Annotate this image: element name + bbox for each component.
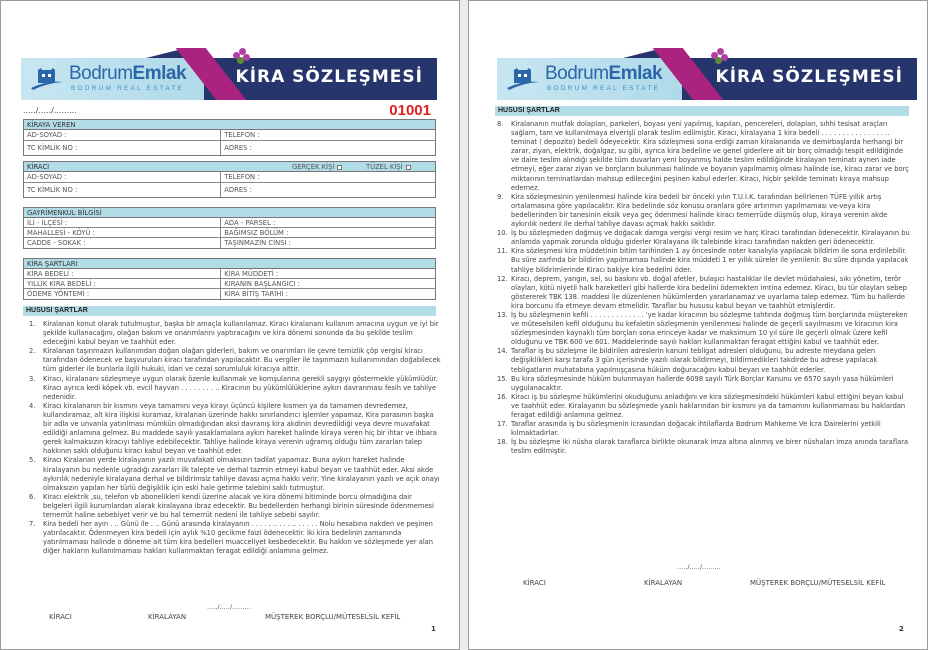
- page-number: 2: [899, 625, 904, 633]
- section-header: KİRAYA VEREN: [24, 120, 435, 130]
- header-banner: [497, 58, 917, 100]
- independent-section-field[interactable]: BAĞIMSIZ BÖLÜM :: [224, 229, 289, 237]
- signature-tenant: KİRACI: [523, 579, 546, 587]
- term-number: 4.: [29, 401, 36, 410]
- header-banner: [21, 58, 437, 100]
- term-text: İş bu sözleşmeden doğmuş ve doğacak damga vergisi vergi resim ve harç Kiracı tarafından ödenecektir. Kiralayanın bu anlamda yapmak zorunda olduğu giderler Kiralayana ilk talebinde kiracı tarafından nakden geri ödenecektir.: [511, 229, 910, 247]
- term-number: 16.: [497, 392, 508, 401]
- form-row: [24, 238, 435, 248]
- term-number: 14.: [497, 347, 508, 356]
- term-number: 13.: [497, 310, 508, 319]
- term-item: [497, 247, 911, 274]
- term-number: 9.: [497, 192, 504, 201]
- yearly-rent-field[interactable]: YILLIK KİRA BEDELİ :: [24, 279, 221, 288]
- section-header: KİRA ŞARTLARI: [24, 259, 435, 269]
- term-item: [29, 347, 441, 374]
- form-row: [24, 218, 435, 228]
- term-number: 12.: [497, 274, 508, 283]
- page-number: 1: [431, 625, 436, 633]
- term-text: Kira sözleşmesinin yenilenmesi halinde kira bedeli bir önceki yılın T.U.İ.K. tarafından belirlenen TÜFE yıllık artış ortalamasına göre yapılacaktır. Kira bedelinde söz konusu oranlara göre artırımın yapılmaması ve-veya kira bedellerinden bir tanesinin eksik veya geç ödenmesi halinde kiracı temerrüde düşmüş olup, kiraya verenin akde aykırılık nedeni ile derhal tahliye davası açmak hakkı saklıdır.: [511, 192, 888, 229]
- form-row: [24, 269, 435, 279]
- term-text: Kira bedeli her ayın . .. Günü ile . .. Günü arasında kiralayanın . . . . . .. . . . .. . . . . . Nolu hesabına nakden ve peşinen yatırılacaktır. Ödenmeyen kira bedeli için aylık %10 gecikme faizi ödenecektir. İki kira bedelinin zamanında yatırılmaması halinde o döneme ait tüm kira bedelleri muacceliyet kesbedecektir. Bu hakkın ve sözleşmede yer alan diğer hakların kullanılmaması hakları kullanmaktan feragat edildiği anlamına gelmez.: [43, 520, 434, 556]
- rent-terms-section: [23, 258, 436, 300]
- term-item: [497, 120, 911, 193]
- bougainvillea-flower-icon: [233, 48, 251, 64]
- rent-start-field[interactable]: KİRANIN BAŞLANGICI :: [224, 280, 300, 288]
- tenant-section: [23, 161, 436, 198]
- term-number: 5.: [29, 456, 36, 465]
- signature-tenant: KİRACI: [49, 613, 72, 621]
- landlord-section: [23, 119, 436, 156]
- term-text: Kiracı, deprem, yangın, sel, su baskını vb. doğal afetler, bulaşıcı hastalıklar ile devlet müdahalesi, sıkı yönetim, terör olayları, kötü niyetli halk hareketleri gibi hallerde kira bedelini ödemekten imtina edemez. Kiracı, bu tür olayları sebep göstererek TBK 138. maddesi ile düzenlenen hükümlerden yararlanamaz ve uyarlama talep edemez. Tüm bu hallerde kira borcunu ifa etmeye devam etmelidir. Taraflar bu hususu kabul beyan ve taahhüt etmişlerdir.: [511, 274, 907, 310]
- document-number: 01001: [389, 102, 431, 119]
- contract-date: ...../...../.........: [23, 106, 77, 115]
- term-number: 15.: [497, 374, 508, 383]
- contract-page-1: [0, 0, 460, 650]
- term-number: 6.: [29, 492, 36, 501]
- signature-guarantor: MÜŞTEREK BORÇLU/MÜTESELSİL KEFİL: [750, 579, 886, 587]
- form-row: [24, 183, 435, 197]
- block-parcel-field[interactable]: ADA - PARSEL :: [224, 219, 276, 227]
- landlord-name-field[interactable]: AD-SOYAD :: [24, 130, 221, 140]
- form-row: [24, 172, 435, 183]
- document-title: KİRA SÖZLEŞMESİ: [715, 67, 903, 87]
- tenant-id-field[interactable]: TC KİMLİK NO :: [24, 183, 221, 197]
- term-number: 8.: [497, 120, 504, 128]
- tenant-name-field[interactable]: AD-SOYAD :: [24, 172, 221, 182]
- section-header-label: KİRACI: [27, 163, 50, 171]
- payment-method-field[interactable]: ÖDEME YÖNTEMİ :: [24, 289, 221, 299]
- section-header: [24, 162, 435, 172]
- section-header: GAYRİMENKUL BİLGİSİ: [24, 208, 435, 218]
- rent-duration-field[interactable]: KİRA MÜDDETİ :: [224, 270, 279, 278]
- form-row: [24, 130, 435, 141]
- term-text: Kiralanan taşınmazın kullanımdan doğan olağan giderleri, bakım ve onarımları ile çevre temizlik çöp vergisi kiracı tarafından ödenecek ve başvuruları kiracı tarafından yapılacaktır. Bu vergiler ile taşınmazın kullanımından doğabilecek tüm giderler ile bunlarla ilgili hukuki, idari ve cezai sorumluluk kiracıya aittir.: [43, 347, 441, 374]
- form-row: [24, 279, 435, 289]
- term-item: [497, 275, 911, 311]
- term-number: 3.: [29, 374, 36, 383]
- rent-amount-field[interactable]: KİRA BEDELİ :: [24, 269, 221, 278]
- property-type-field[interactable]: TAŞINMAZIN CİNSİ :: [224, 239, 291, 247]
- neighborhood-field[interactable]: MAHALLESİ - KÖYÜ :: [24, 228, 221, 237]
- term-number: 7.: [29, 520, 36, 529]
- legal-entity-checkbox[interactable]: TÜZEL KİŞİ: [366, 162, 411, 172]
- term-item: [497, 229, 911, 247]
- term-text: Kiracı elektrik ,su, telefon vb abonelikleri kendi üzerine alacak ve kira dönemi bitiminde borcu olmadığına dair belgeleri ilgili kurumlardan alarak kiralayana ibraz edecektir. Bu bedellerden herhangi birinin süresinde ödenmemesi temerrüt haline sebebiyet verir ve bu hal temerrüt nedeni ile tahliye sebebi sayılır.: [43, 492, 434, 519]
- landlord-address-field[interactable]: ADRES :: [224, 144, 252, 152]
- term-item: [29, 320, 441, 347]
- term-text: Kiracı iş bu sözleşme hükümlerini okuduğunu anladığını ve kira sözleşmesindeki hükümleri kabul ettiğini beyan kabul ve taahhüt eder. Kiralayanın bu sözleşmede yazılı haklarından bir kısmını ya da tamamını kullanmaması bu haklardan feragat edildiği anlamına gelmez.: [511, 392, 906, 419]
- term-item: [497, 311, 911, 347]
- rent-end-field[interactable]: KİRA BİTİŞ TARİHİ :: [224, 290, 288, 298]
- term-text: Kiracı kiralananın bir kısmını veya tamamını veya kirayı üçüncü kişilere kısmen ya da tamamen devredemez, kullandıramaz, alt kira ilişkisi kuramaz, kiralanan üzerinde hakkı sınırlandırıcı işlemler yapamaz. Kira parasının başka bir adla ve unvanla yatırılması mümkün olmadığından aksi davranış kira akdinin devredildiği veya devre muvafakat edildiği anlamına gelmez. Bu maddede sayılı yasaklamalara aykırı hareket halinde kiraya veren hiç bir ihtar ve ihbara gerek kalmaksızın kiracıyı tahliye edebilecektir. Tahliye halinde kiraya verenin uğramış olduğu tüm zararları talep hakkının saklı olduğunu kiracı kabul beyan ve taahhüt eder.: [43, 401, 437, 456]
- term-number: 1.: [29, 320, 36, 328]
- term-text: Kira sözleşmesi kira müddetinin bitim tarihinden 1 ay öncesinde noter kanalıyla yapılacak bildirim ile sona erdirilebilir. Bu süre zarfında bir bildirim yapılmaması halinde kira müddeti 1 er yıllık süreler ile yenilenir. Bu süre dışında yapılacak tahliye bildirimlerinde Kiracı bakiye kira bedelini öder.: [511, 247, 909, 274]
- term-text: Kiralanan konut olarak tutulmuştur, başka bir amaçla kullanılamaz. Kiracı kiralananı kullanım amacına uygun ve iyi bir şekilde kullanacağını, olağan bakım ve onarımlarını yaptıracağını ve kira dönemi sonunda da bu şekilde teslim edeceğini kabul beyan ve taahhüt eder.: [43, 320, 439, 347]
- special-terms-list: [29, 320, 441, 556]
- term-text: Kiracı Kiralanan yerde kiralayanın yazılı muvafakati olmaksızın tadilat yapamaz. Buna aykırı hareket halinde kiralayanın bu nedenle uğradığı zararları ilk talepte ve derhal tazmin etmeyi kabul beyan ve taahhüt eder. Aksi akde aykırılık nedeniyle kiralayana derhal ve bildirimsiz tahliye davası açma hakkı verir. Yine kiralayanın yazılı ve açık onayı olmaksızın yapılan her türlü değişiklik için eski hale getirme talebini saklı tutmuştur.: [43, 456, 440, 492]
- house-logo-icon: [505, 68, 541, 92]
- tenant-phone-field[interactable]: TELEFON :: [224, 173, 260, 181]
- landlord-id-field[interactable]: TC KİMLİK NO :: [24, 141, 221, 155]
- brand-tagline: BODRUM REAL ESTATE: [71, 85, 185, 92]
- province-district-field[interactable]: İLİ - İLÇESİ :: [24, 218, 221, 227]
- term-item: [497, 347, 911, 374]
- term-item: [497, 193, 911, 229]
- house-logo-icon: [29, 68, 65, 92]
- real-person-checkbox[interactable]: GERÇEK KİŞİ: [292, 162, 342, 172]
- signature-landlord: KİRALAYAN: [644, 579, 683, 587]
- term-item: [29, 402, 441, 457]
- term-item: [29, 456, 441, 492]
- form-row: [24, 228, 435, 238]
- special-terms-header: HUSUSI ŞARTLAR: [23, 306, 436, 316]
- term-number: 10.: [497, 229, 508, 238]
- signature-guarantor: MÜŞTEREK BORÇLU/MÜTESELSİL KEFİL: [265, 613, 401, 621]
- term-item: [29, 375, 441, 402]
- brand-tagline: BODRUM REAL ESTATE: [547, 85, 661, 92]
- term-number: 18.: [497, 438, 508, 447]
- landlord-phone-field[interactable]: TELEFON :: [224, 131, 260, 139]
- term-number: 2.: [29, 347, 36, 356]
- term-item: [497, 375, 911, 393]
- term-text: Kiralananın mutfak dolapları, parkeleri, boyası yeni yapılmış, kapıları, pencereleri, dolapları, sıhhi tesisat araçları sağlam, tam ve kullanılmaya elverişli olarak teslim edilmiştir. Kiracı, kiralayana 1 kira bedeli . . . . . . . . . . . . . . . .. teminat ( depozito) bedeli ödeyecektir. Kira sözleşmesi sona erdiği zaman kiralananda ve demirbaşlarda herhangi bir zarar, ziyan, elektrik, doğalgaz, su gibi, ayrıca kira bedeline ve genel giderlere ait bir borç olmadığı tespit edildiğinde ve daire teslim alındığı şekilde tüm duvarları yeni boyanmış halde teslim edildiğinde kiralayan teminatı aynen iade etmeyi, eğer zarar ziyan ve borçların bulunması halinde ve boyanın yapılmamış olması halinde ise, kiracı zarar ve borç miktarının teminatlardan mahsup edileceğini peşinen kabul ederler. Kiracı, hiçbir şekilde teminatı kiraya mahsup edemez.: [511, 120, 909, 192]
- term-text: Taraflar iş bu sözleşme ile bildirilen adreslerin kanuni tebligat adresleri olduğunu, bu adreste meydana gelen değişiklikleri karşı tarafa 3 gün içerisinde yazılı olarak bildirmeyi, bildirmedikleri takdirde bu adrese yapılacak tebligatların muhatabına yapılmışçasına hüküm doğuracağını kabul beyan ve taahhüt ederler.: [511, 347, 878, 374]
- term-item: [29, 520, 441, 556]
- special-terms-list: [497, 120, 911, 456]
- term-item: [497, 438, 911, 456]
- form-row: [24, 289, 435, 299]
- property-section: [23, 207, 436, 249]
- document-title: KİRA SÖZLEŞMESİ: [235, 67, 423, 87]
- term-text: İş bu sözleşmenin kefili . . . . . . . . . . . . . 'ye kadar kiracının bu sözleşme tahtında doğmuş tüm borçlarında müştereken ve müteselsilen kefil olduğunu bu kefaletin sözleşmenin yenilenmesi halinde de geçerli sayılmasını ve kiracının kira sözleşmesinden kaynaklı tüm borçları sona erinceye kadar ve maksimum 10 yıl süre ile geçerli olmak üzere kefil olduğunu ve TBK 600 ve 601. Maddelerinde sayılı hakları kullanmaktan feragat ettiğini kabul ve taahhüt eder.: [511, 310, 908, 347]
- form-row: [24, 141, 435, 155]
- term-number: 11.: [497, 247, 508, 256]
- street-field[interactable]: CADDE - SOKAK :: [24, 238, 221, 248]
- signature-date: ...../...../.........: [677, 563, 721, 571]
- term-text: Taraflar arasında iş bu sözleşmenin icrasından doğacak ihtilaflarda Bodrum Mahkeme Ve İcra Dairelerini yetkili kılmaktadırlar.: [511, 420, 881, 438]
- term-text: İş bu sözleşme iki nüsha olarak taraflarca birlikte okunarak imza altına alınmış ve birer nüshaları imza anında taraflara teslim edilmiştir.: [511, 438, 909, 456]
- term-text: Kiracı, kiralananı sözleşmeye uygun olarak özenle kullanmak ve komşularına gerekli saygıyı göstermekle yükümlüdür. Kiracı ayrıca kedi köpek vb. evcil hayvan . . . . . . . . .. Kiracının bu yükümlülüklerine aykırı davranması fesih ve tahliye nedenidir.: [43, 374, 438, 401]
- term-item: [29, 493, 441, 520]
- tenant-address-field[interactable]: ADRES :: [224, 186, 252, 194]
- special-terms-header: HUSUSI ŞARTLAR: [495, 106, 909, 116]
- brand-logo: BodrumEmlak: [545, 63, 663, 84]
- term-number: 17.: [497, 420, 508, 429]
- signature-date: ...../...../.........: [207, 603, 251, 611]
- brand-logo: BodrumEmlak: [69, 63, 187, 84]
- contract-page-2: [468, 0, 928, 650]
- signature-landlord: KİRALAYAN: [148, 613, 187, 621]
- term-item: [497, 393, 911, 420]
- term-text: Bu kira sözleşmesinde hüküm bulunmayan hallerde 6098 sayılı Türk Borçlar Kanunu ve 6570 sayılı yasa hükümleri uygulanacaktır.: [511, 374, 894, 392]
- bougainvillea-flower-icon: [711, 48, 729, 64]
- term-item: [497, 420, 911, 438]
